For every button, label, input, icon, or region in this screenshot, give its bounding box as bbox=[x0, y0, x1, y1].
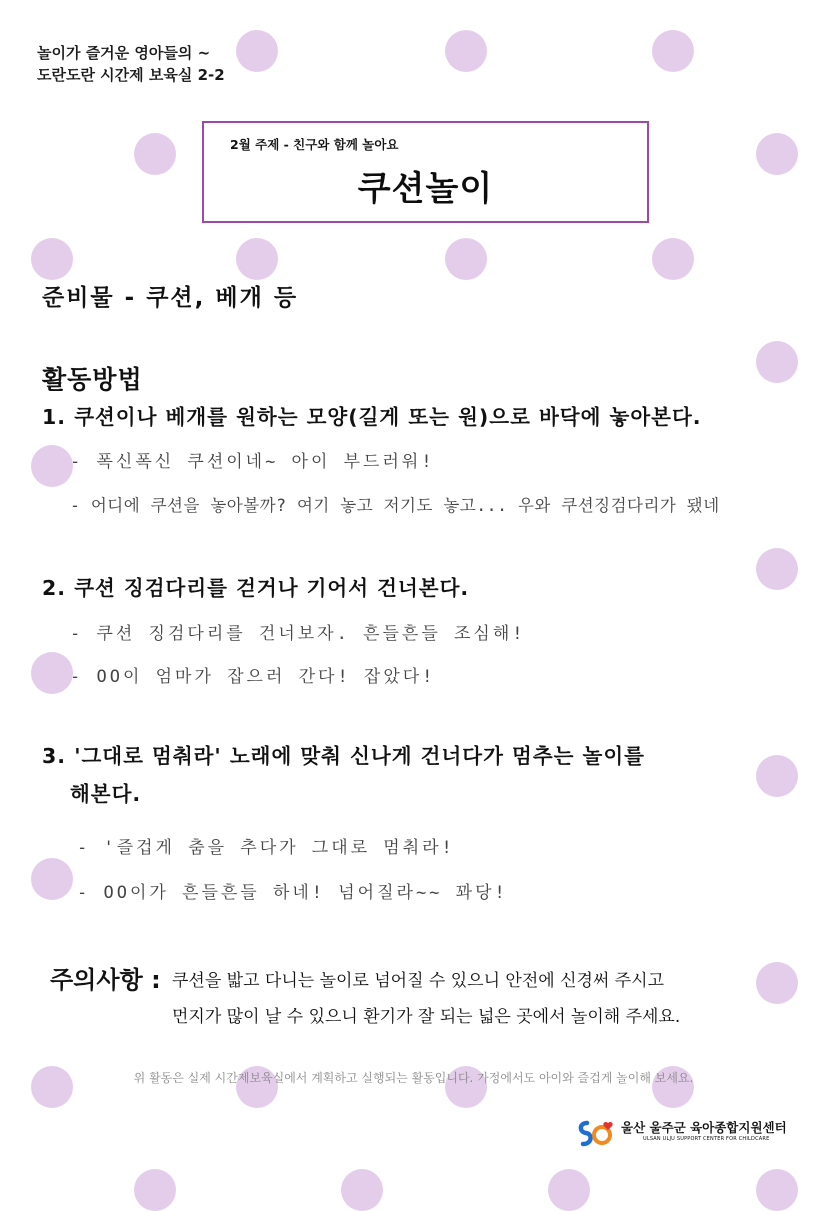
decor-dot bbox=[756, 133, 798, 175]
header-line-1: 놀이가 즐거운 영아들의 ~ bbox=[37, 44, 211, 62]
logo-korean-text: 울산 울주군 육아종합지원센터 bbox=[621, 1120, 787, 1135]
decor-dot bbox=[134, 133, 176, 175]
logo-mark-icon bbox=[575, 1117, 617, 1149]
center-logo bbox=[575, 1117, 787, 1151]
step-3-note-2: - OO이가 흔들흔들 하네! 넘어질라~~ 꽈당! bbox=[77, 883, 508, 903]
decor-dot bbox=[31, 445, 73, 487]
step-2-note-1: - 쿠션 징검다리를 건너보자. 흔들흔들 조심해! bbox=[70, 624, 526, 644]
method-heading: 활동방법 bbox=[42, 365, 143, 394]
decor-dot bbox=[31, 238, 73, 280]
materials-line: 준비물 - 쿠션, 베개 등 bbox=[42, 285, 299, 311]
decor-dot bbox=[31, 652, 73, 694]
decor-dot bbox=[652, 30, 694, 72]
step-3-line-2: 해본다. bbox=[70, 782, 142, 806]
decor-dot bbox=[341, 1169, 383, 1211]
step-2-note-2: - OO이 엄마가 잡으러 간다! 잡았다! bbox=[70, 667, 436, 687]
header-line-2: 도란도란 시간제 보육실 2-2 bbox=[37, 66, 225, 84]
decor-dot bbox=[445, 238, 487, 280]
step-1-note-1: - 폭신폭신 쿠션이네~ 아이 부드러워! bbox=[70, 452, 435, 472]
decor-dot bbox=[134, 1169, 176, 1211]
decor-dot bbox=[445, 30, 487, 72]
decor-dot bbox=[756, 755, 798, 797]
step-2: 2. 쿠션 징검다리를 걷거나 기어서 건너본다. bbox=[42, 576, 470, 600]
decor-dot bbox=[652, 238, 694, 280]
caution-line-1: 쿠션을 밟고 다니는 놀이로 넘어질 수 있으니 안전에 신경써 주시고 bbox=[172, 971, 665, 991]
step-1-note-2: - 어디에 쿠션을 놓아볼까? 여기 놓고 저기도 놓고... 우와 쿠션징검다리가 됐네 bbox=[70, 496, 720, 515]
step-3 bbox=[42, 737, 645, 813]
decor-dot bbox=[756, 341, 798, 383]
decor-dot bbox=[756, 548, 798, 590]
caution-label: 주의사항 : bbox=[50, 966, 161, 994]
decor-dot bbox=[756, 962, 798, 1004]
decor-dot bbox=[31, 858, 73, 900]
step-3-note-1: - '즐겁게 춤을 추다가 그대로 멈춰라! bbox=[77, 838, 455, 858]
footnote: 위 활동은 실제 시간제보육실에서 계획하고 실행되는 활동입니다. 가정에서도 아이와 즐겁게 놀이해 보세요. bbox=[133, 1071, 694, 1085]
caution-line-2: 먼지가 많이 날 수 있으니 환기가 잘 되는 넓은 곳에서 놀이해 주세요. bbox=[172, 1007, 681, 1027]
decor-dot bbox=[756, 1169, 798, 1211]
step-3-line-1: 3. '그대로 멈춰라' 노래에 맞춰 신나게 건너다가 멈추는 놀이를 bbox=[42, 744, 645, 768]
monthly-theme: 2월 주제 - 친구와 함께 놀아요 bbox=[230, 137, 399, 152]
logo-english-text: ULSAN ULJU SUPPORT CENTER FOR CHILDCARE bbox=[643, 1136, 770, 1142]
page-header bbox=[37, 42, 225, 86]
step-1: 1. 쿠션이나 베개를 원하는 모양(길게 또는 원)으로 바닥에 놓아본다. bbox=[42, 405, 702, 429]
title-box bbox=[202, 121, 649, 223]
decor-dot bbox=[236, 238, 278, 280]
decor-dot bbox=[548, 1169, 590, 1211]
decor-dot bbox=[236, 30, 278, 72]
activity-title: 쿠션놀이 bbox=[357, 169, 494, 209]
